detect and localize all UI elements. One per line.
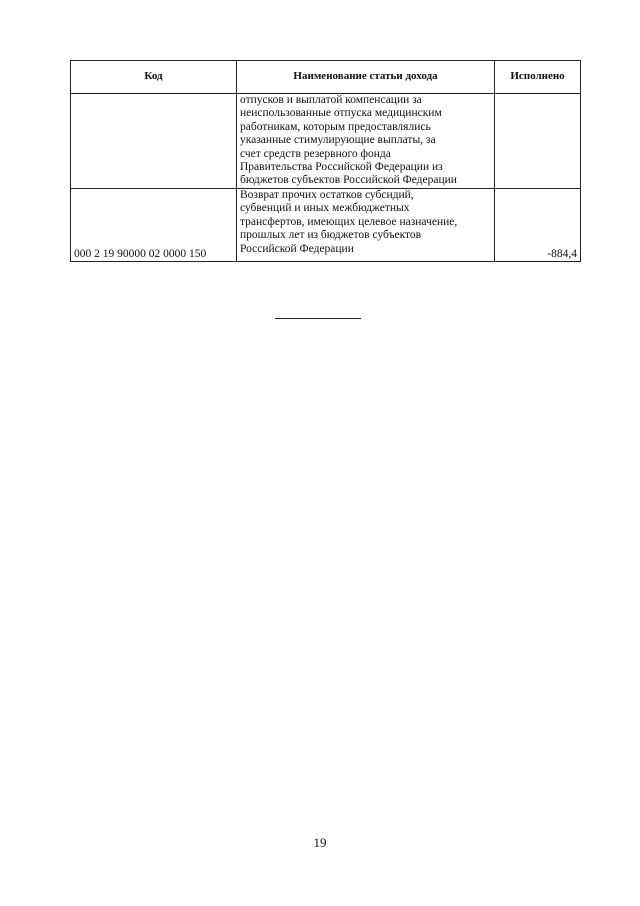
header-name: Наименование статьи дохода bbox=[237, 61, 495, 94]
table-row bbox=[71, 189, 581, 262]
name-line: указанные стимулирующие выплаты, за bbox=[240, 134, 436, 147]
name-line: Российской Федерации bbox=[240, 242, 354, 255]
row-amount-cell bbox=[495, 94, 581, 189]
name-line: трансфертов, имеющих целевое назначение, bbox=[240, 215, 458, 228]
name-line: неиспользованные отпуска медицинским bbox=[240, 107, 442, 120]
name-line: Правительства Российской Федерации из bbox=[240, 161, 443, 174]
table-row bbox=[71, 94, 581, 189]
row-code-cell bbox=[71, 94, 237, 189]
end-of-table-rule bbox=[275, 318, 361, 319]
row-amount-cell: -884,4 bbox=[495, 189, 581, 262]
name-line: бюджетов субъектов Российской Федерации bbox=[240, 174, 457, 187]
revenue-table bbox=[70, 60, 581, 262]
row-code-cell: 000 2 19 90000 02 0000 150 bbox=[71, 189, 237, 262]
row-name-cell bbox=[237, 189, 495, 262]
name-line: прошлых лет из бюджетов субъектов bbox=[240, 229, 422, 242]
header-amount: Исполнено bbox=[495, 61, 581, 94]
page-number: 19 bbox=[313, 835, 327, 850]
header-code: Код bbox=[71, 61, 237, 94]
row-name-cell bbox=[237, 94, 495, 189]
name-line: работникам, которым предоставлялись bbox=[240, 120, 431, 133]
table-header-row bbox=[71, 61, 581, 94]
name-line: отпусков и выплатой компенсации за bbox=[240, 94, 422, 106]
name-line: субвенций и иных межбюджетных bbox=[240, 202, 410, 215]
name-line: счет средств резервного фонда bbox=[240, 147, 391, 160]
name-line: Возврат прочих остатков субсидий, bbox=[240, 189, 414, 201]
